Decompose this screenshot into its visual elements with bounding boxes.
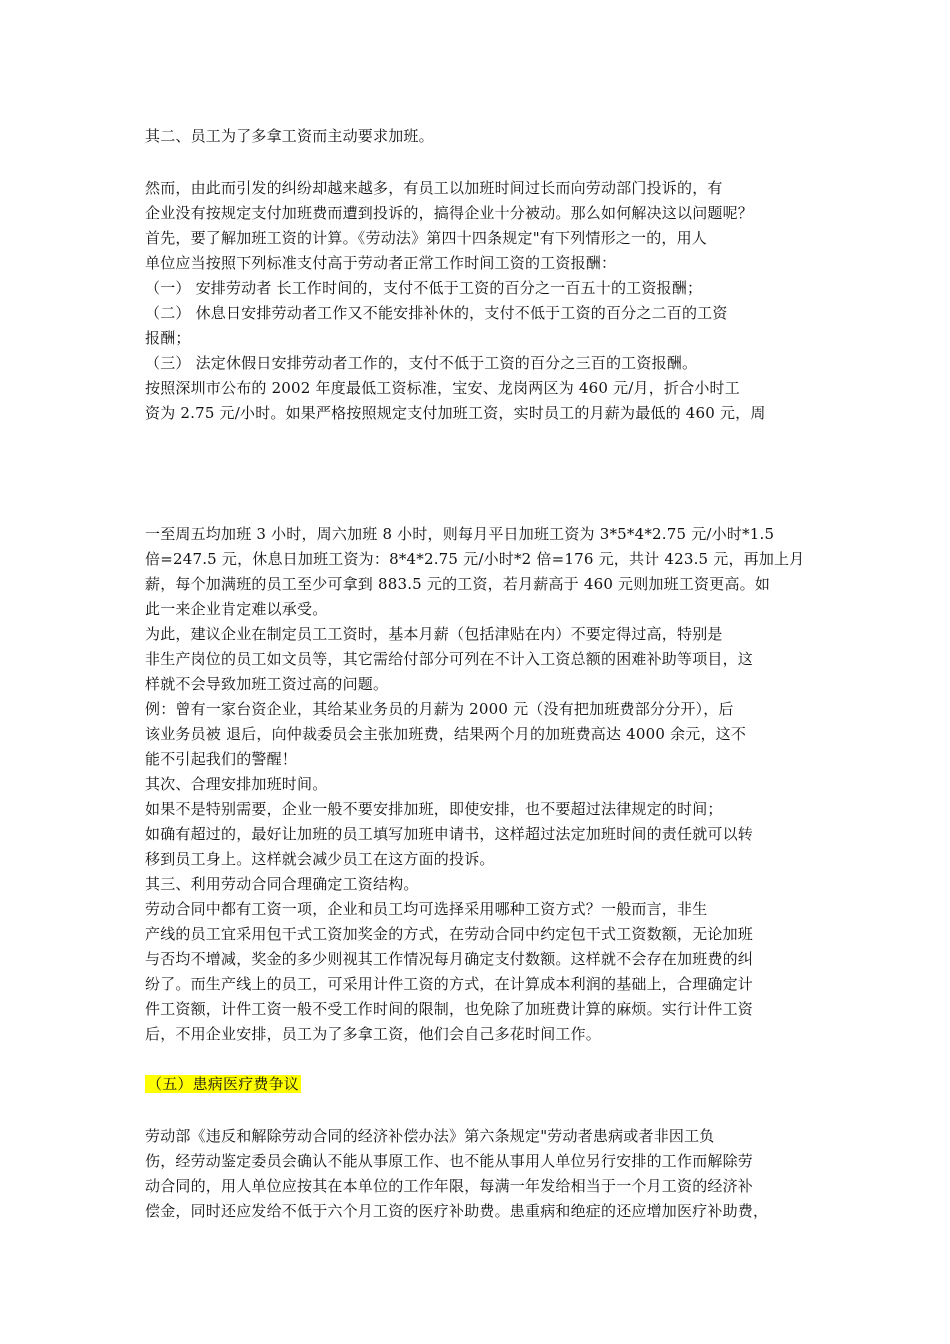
paragraph-line: 非生产岗位的员工如文员等，其它需给付部分可列在不计入工资总额的困难补助等项目，这 bbox=[145, 650, 754, 668]
paragraph-line: 样就不会导致加班工资过高的问题。 bbox=[145, 675, 389, 693]
paragraph-line: 劳动合同中都有工资一项，企业和员工均可选择采用哪种工资方式？一般而言，非生 bbox=[145, 900, 708, 918]
paragraph-line: （一） 安排劳动者 长工作时间的，支付不低于工资的百分之一百五十的工资报酬； bbox=[145, 279, 703, 297]
section-heading bbox=[145, 1072, 835, 1096]
paragraph-line: 动合同的，用人单位应按其在本单位的工作年限，每满一年发给相当于一个月工资的经济补 bbox=[145, 1177, 754, 1195]
paragraph-line: 与否均不增减，奖金的多少则视其工作情况每月确定支付数额。这样就不会存在加班费的纠 bbox=[145, 950, 754, 968]
paragraph-line: 报酬； bbox=[145, 329, 191, 347]
paragraph-line: 后，不用企业安排，员工为了多拿工资，他们会自己多花时间工作。 bbox=[145, 1025, 602, 1043]
paragraph-line: 偿金，同时还应发给不低于六个月工资的医疗补助费。患重病和绝症的还应增加医疗补助费， bbox=[145, 1202, 769, 1220]
paragraph-line: 首先，要了解加班工资的计算。《劳动法》第四十四条规定"有下列情形之一的，用人 bbox=[145, 229, 708, 247]
paragraph-line: 资为 2.75 元/小时。如果严格按照规定支付加班工资，实时员工的月薪为最低的 460 元，周 bbox=[145, 404, 766, 422]
paragraph-line: 伤，经劳动鉴定委员会确认不能从事原工作、也不能从事用人单位另行安排的工作而解除劳 bbox=[145, 1152, 754, 1170]
paragraph-line: 薪，每个加满班的员工至少可拿到 883.5 元的工资，若月薪高于 460 元则加班工资更高。如 bbox=[145, 575, 771, 593]
paragraph-line: 企业没有按规定支付加班费而遭到投诉的，搞得企业十分被动。那么如何解决这以问题呢？ bbox=[145, 204, 754, 222]
paragraph-line: 一至周五均加班 3 小时，周六加班 8 小时，则每月平日加班工资为 3*5*4*2.75 元/小时*1.5 bbox=[145, 525, 775, 543]
paragraph-line: 纷了。而生产线上的员工，可采用计件工资的方式，在计算成本利润的基础上，合理确定计 bbox=[145, 975, 754, 993]
paragraph-line: 该业务员被 退后，向仲裁委员会主张加班费，结果两个月的加班费高达 4000 余元，这不 bbox=[145, 725, 747, 743]
paragraph-line: 件工资额，计件工资一般不受工作时间的限制，也免除了加班费计算的麻烦。实行计件工资 bbox=[145, 1000, 754, 1018]
paragraph-line: 其三、利用劳动合同合理确定工资结构。 bbox=[145, 875, 419, 893]
paragraph-line: 按照深圳市公布的 2002 年度最低工资标准，宝安、龙岗两区为 460 元/月，折合小时工 bbox=[145, 379, 740, 397]
paragraph-line: 如确有超过的，最好让加班的员工填写加班申请书，这样超过法定加班时间的责任就可以转 bbox=[145, 825, 754, 843]
paragraph-line: 为此，建议企业在制定员工工资时，基本月薪（包括津贴在内）不要定得过高，特别是 bbox=[145, 625, 723, 643]
paragraph-line: 劳动部《违反和解除劳动合同的经济补偿办法》第六条规定"劳动者患病或者非因工负 bbox=[145, 1127, 715, 1145]
paragraph-line: （三） 法定休假日安排劳动者工作的，支付不低于工资的百分之三百的工资报酬。 bbox=[145, 354, 698, 372]
paragraph-line: 此一来企业肯定难以承受。 bbox=[145, 600, 328, 618]
paragraph-line: 能不引起我们的警醒！ bbox=[145, 750, 298, 768]
paragraph-line: 其二、员工为了多拿工资而主动要求加班。 bbox=[145, 127, 434, 145]
paragraph-line: 然而，由此而引发的纠纷却越来越多，有员工以加班时间过长而向劳动部门投诉的，有 bbox=[145, 179, 723, 197]
paragraph-line: 产线的员工宜采用包干式工资加奖金的方式，在劳动合同中约定包干式工资数额，无论加班 bbox=[145, 925, 754, 943]
paragraph-line: 单位应当按照下列标准支付高于劳动者正常工作时间工资的工资报酬： bbox=[145, 254, 617, 272]
paragraph-line: 倍=247.5 元，休息日加班工资为：8*4*2.75 元/小时*2 倍=176 元，共计 423.5 元，再加上月 bbox=[145, 550, 805, 568]
paragraph-line: （二） 休息日安排劳动者工作又不能安排补休的，支付不低于工资的百分之二百的工资 bbox=[145, 304, 728, 322]
paragraph-line: 例：曾有一家台资企业，其给某业务员的月薪为 2000 元（没有把加班费部分分开），后 bbox=[145, 700, 734, 718]
paragraph-line: 如果不是特别需要，企业一般不要安排加班，即使安排，也不要超过法律规定的时间； bbox=[145, 800, 723, 818]
section-heading-text: （五）患病医疗费争议 bbox=[147, 1075, 300, 1093]
paragraph-line: 其次、合理安排加班时间。 bbox=[145, 775, 328, 793]
paragraph-line: 移到员工身上。这样就会减少员工在这方面的投诉。 bbox=[145, 850, 495, 868]
